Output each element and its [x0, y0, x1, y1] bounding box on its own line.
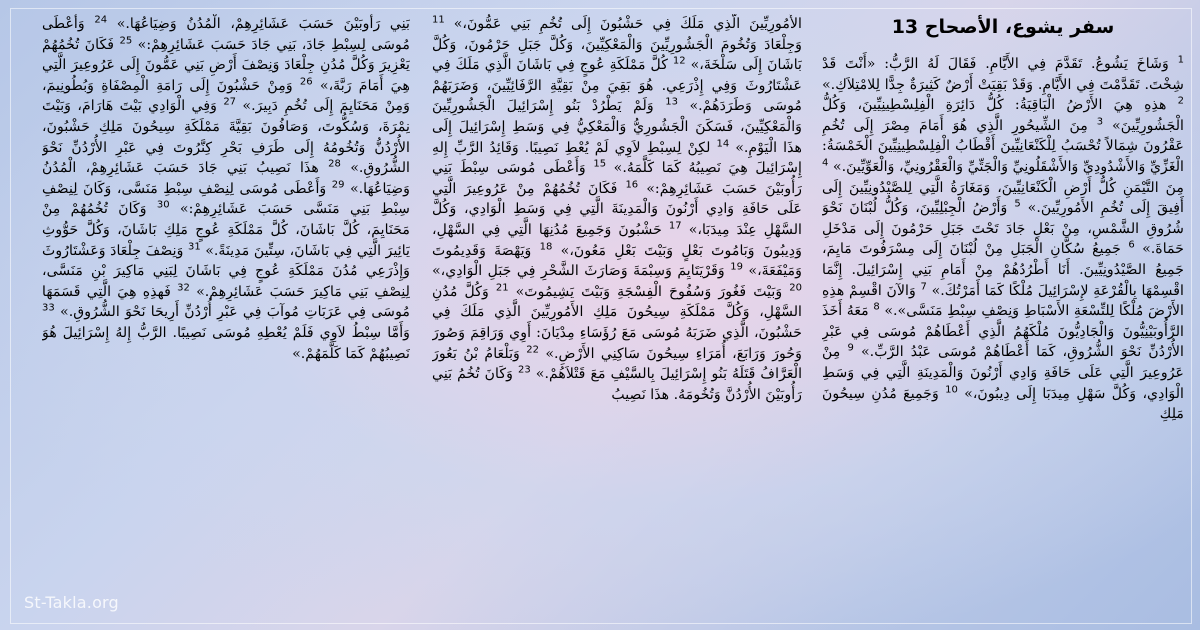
- verse-number: 22: [526, 343, 539, 355]
- verse-text: هذَا نَصِيبُ بَنِي جَادَ حَسَبَ عَشَائِرِهِمْ، الْمُدُنُ وَضِيَاعُهَا.»: [42, 160, 410, 197]
- verse-number: 6: [1128, 239, 1135, 251]
- verse-text: وَأَعْطَى مُوسَى لِسِبْطِ جَادَ، بَنِي جَادَ حَسَبَ عَشَائِرِهِمْ:»: [42, 16, 410, 53]
- verse-number: 10: [945, 383, 958, 395]
- verse-text: وَنِصْفَ جِلْعَادَ وَعَشْتَارُوثَ وَإِذْرَعِي مُدُنَ مَمْلَكَةِ عُوجٍ فِي بَاشَانَ لِبَنِي مَاكِيرَ بْنِ مَنَسَّى، لِنِصْفِ بَنِي مَاكِيرَ حَسَبَ عَشَائِرِهِمْ.»: [42, 242, 410, 300]
- verse-text: مَعَهُ أَخَذَ الرَّأُوبَيْنِيُّونَ وَالْجَادِيُّونَ مُلْكَهُمُ الَّذِي أَعْطَاهُمْ مُوسَى فِي عَبْرِ الأُرْدُنِّ نَحْوَ الشُّرُوقِ، كَمَا أَعْطَاهُمْ مُوسَى عَبْدُ الرَّبِّ.»: [822, 303, 1184, 361]
- verse-text: وَشَاخَ يَشُوعُ. تَقَدَّمَ فِي الأَيَّامِ. فَقَالَ لَهُ الرَّبُّ: «أَنْتَ قَدْ شِخْتَ. تَقَدَّمْتَ فِي الأَيَّامِ. وَقَدْ بَقِيَتْ أَرْضٌ كَثِيرَةٌ جِدًّا لِلامْتِلاَكِ.»: [822, 56, 1184, 93]
- verse-number: 27: [223, 96, 237, 108]
- text-column-1: [822, 14, 1184, 604]
- verse-number: 18: [539, 240, 553, 252]
- verse-text: مِنْ عَرُوعِيرَ الَّتِي عَلَى حَافَةِ وَادِي أَرْنُونَ وَالْمَدِينَةِ الَّتِي فِي وَسَطِ الْوَادِي، وَكُلَّ سَهْلِ مِيدَبَا إِلَى دِيبُونَ،»: [822, 344, 1184, 402]
- verse-text: وَأَعْطَى مُوسَى لِنِصْفِ سِبْطِ مَنَسَّى، وَكَانَ لِنِصْفِ سِبْطِ بَنِي مَنَسَّى حَسَبَ عَشَائِرِهِمْ:»: [42, 180, 410, 218]
- chapter-title: سفر يشوع، الأصحاح 13: [891, 16, 1115, 38]
- verse-text: وَكَانَ تُخُمُهُمْ مِنْ مَحَنَايِمَ، كُلَّ بَاشَانَ، كُلَّ مَمْلَكَةِ عُوجٍ مَلِكِ بَاشَانَ، وَكُلَّ حَوُّوثِ يَائِيرَ الَّتِي فِي بَاشَانَ، سِتِّينَ مَدِينَةً.»: [42, 201, 410, 259]
- verse-number: 4: [822, 157, 829, 169]
- verse-number: 26: [299, 76, 313, 88]
- verse-text: وَأَمَّا سِبْطُ لاَوِي فَلَمْ يُعْطِهِ مُوسَى نَصِيبًا. الرَّبُّ إِلهُ إِسْرَائِيلَ هُوَ نَصِيبُهُمْ كَمَا كَلَّمَهُمْ.»: [42, 324, 410, 362]
- verse-number: 9: [847, 342, 854, 354]
- verse-text: فَكَانَ تُخُمُهُمْ مِنْ عَرُوعِيرَ الَّتِي عَلَى حَافَةِ وَادِي أَرْنُونَ وَالْمَدِينَةَ الَّتِي فِي وَسَطِ الْوَادِي، وَكُلَّ السَّهْلِ عِنْدَ مِيدَبَا،»: [432, 180, 802, 238]
- verse-text: وَالآنَ اقْسِمْ هذِهِ الأَرْضَ مُلْكًا لِلتِّسْعَةِ الأَسْبَاطِ وَنِصْفِ سِبْطِ مَنَسَّى».»: [822, 282, 1184, 320]
- column-text: [432, 14, 802, 405]
- verse-number: 28: [328, 158, 341, 170]
- verse-text: مِنَ التَّيْمَنِ كُلُّ أَرْضِ الْكَنْعَانِيِّينَ، وَمَغَارَةُ الَّتِي لِلصَّيْدُونِيِّينَ إِلَى أَفِيقَ إِلَى تُخُمِ الأَمُورِيِّينَ.»: [822, 179, 1184, 217]
- verse-number: 5: [1014, 198, 1021, 210]
- column-text: [42, 14, 410, 514]
- verse-number: 15: [593, 158, 607, 170]
- verse-text: وَلَمْ يَطْرُدْ بَنُو إِسْرَائِيلَ الْجَشُورِيِّينَ وَالْمَعْكِيِّينَ، فَسَكَنَ الْجَشُورِيُّ وَالْمَعْكِيُّ فِي وَسَطِ إِسْرَائِيلَ إِلَى هذَا الْيَوْمِ.»: [432, 98, 802, 156]
- verse-text: الأَمُورِيِّينَ الَّذِي مَلَكَ فِي حَشْبُونَ إِلَى تُخُمِ بَنِي عَمُّونَ،»: [453, 16, 802, 32]
- verse-number: 24: [94, 14, 108, 26]
- verse-text: وَجَمِيعَ مُدُنِ سِيحُونَ مَلِكِ: [822, 385, 1184, 423]
- verse-text: وَمِنْ حَشْبُونَ إِلَى رَامَةِ الْمِصْفَاةِ وَبُطُونِيمَ، وَمِنْ مَحَنَايِمَ إِلَى تُخُمِ دَبِيرَ.»: [42, 77, 410, 115]
- verse-number: 25: [119, 34, 133, 46]
- verse-text: وَأَرْضُ الْجِبْلِيِّينَ، وَكُلُّ لُبْنَانَ نَحْوَ شُرُوقِ الشَّمْسِ، مِنْ بَعْلِ جَادَ تَحْتَ جَبَلِ حَرْمُونَ إِلَى مَدْخَلِ حَمَاةَ.»: [822, 200, 1184, 258]
- verse-text: وَجِلْعَادَ وَتُخُومَ الْجَشُورِيِّينَ وَالْمَعْكِيِّينَ، وَكُلَّ جَبَلِ حَرْمُونَ، وَكُلَّ بَاشَانَ إِلَى سَلْخَةَ،»: [432, 36, 802, 74]
- verse-number: 7: [920, 280, 927, 292]
- verse-number: 16: [625, 179, 639, 191]
- verse-number: 21: [495, 281, 509, 293]
- verse-text: كُلَّ مَمْلَكَةِ عُوجٍ فِي بَاشَانَ الَّذِي مَلَكَ فِي عَشْتَارُوثَ وَفِي إِذْرَعِي. هُوَ بَقِيَ مِنْ بَقِيَّةِ الرَّفَائِيِّينَ، وَضَرَبَهُمْ مُوسَى وَطَرَدَهُمْ.»: [432, 57, 802, 115]
- verse-text: وَبَلْعَامُ بْنُ بَعُورَ الْعَرَّافُ قَتَلَهُ بَنُو إِسْرَائِيلَ بِالسَّيْفِ مَعَ قَتْلاَهُمْ.»: [432, 345, 802, 383]
- site-watermark: St-Takla.org: [24, 593, 119, 612]
- verse-text: بَنِي رَأُوبَيْنَ حَسَبَ عَشَائِرِهِمْ، الْمُدُنُ وَضِيَاعُهَا.»: [116, 16, 410, 32]
- verse-text: جَمِيعُ سُكَّانِ الْجَبَلِ مِنْ لُبْنَانَ إِلَى مِسْرَفُوتَ مَايِمَ، جَمِيعُ الصَّيْدُونِيِّينَ. أَنَا أَطْرُدُهُمْ مِنْ أَمَامِ بَنِي إِسْرَائِيلَ. إِنَّمَا اقْسِمْهَا بِالْقُرْعَةِ لإِسْرَائِيلَ مُلْكًا كَمَا أَمَرْتُكَ.»: [822, 241, 1184, 299]
- verse-number: 11: [432, 14, 445, 26]
- verse-number: 8: [873, 301, 880, 313]
- verse-number: 32: [177, 281, 190, 293]
- verse-number: 14: [716, 137, 730, 149]
- verse-text: وَبَيْتَ فَغُورَ وَسُفُوحَ الْفِسْجَةِ وَبَيْتَ يَشِيمُوتَ»: [515, 283, 783, 300]
- verse-number: 30: [156, 199, 170, 211]
- verse-text: وَفِي الْوَادِي بَيْتَ هَارَامَ، وَبَيْتَ نِمْرَةَ، وَسُكُّوتَ، وَصَافُونَ بَقِيَّةَ مَمْلَكَةِ سِيحُونَ مَلِكِ حَشْبُونَ، الأُرْدُنُّ وَتُخُومُهُ إِلَى طَرَفِ بَحْرِ كِنَّرُوتَ فِي عَبْرِ الأُرْدُنِّ نَحْوَ الشُّرُوقِ.»: [42, 98, 410, 177]
- verse-number: 2: [1177, 95, 1184, 107]
- text-column-3: [42, 14, 410, 604]
- verse-text: هذِهِ هِيَ الأَرْضُ الْبَاقِيَةُ: كُلُّ دَائِرَةِ الْفِلِسْطِينِيِّينَ، وَكُلُّ الْجَشُورِيِّينَ»: [822, 97, 1184, 134]
- verse-text: حَشْبُونَ وَجَمِيعَ مُدُنِهَا الَّتِي فِي السَّهْلِ، وَدِيبُونَ وَبَامُوتَ بَعْلٍ وَبَيْتَ بَعْلِ مَعُونَ،»: [432, 221, 802, 259]
- verse-number: 19: [730, 261, 743, 273]
- verse-number: 23: [518, 364, 531, 376]
- verse-text: وَكُلَّ مُدُنِ السَّهْلِ، وَكُلَّ مَمْلَكَةِ سِيحُونَ مَلِكِ الأَمُورِيِّينَ الَّذِي مَلَكَ فِي حَشْبُونَ، الَّذِي ضَرَبَهُ مُوسَى مَعَ رُؤَسَاءِ مِدْيَانَ: أَوِي وَرَاقِمَ وَصُورَ وَحُورَ وَرَابَعَ، أُمَرَاءِ سِيحُونَ سَاكِنِي الأَرْضِ.»: [432, 283, 802, 362]
- verse-text: وَقَرْيَتَايِمَ وَسِبْمَةَ وَصَارَثَ الشَّحْرِ فِي جَبَلِ الْوَادِي،»: [432, 263, 725, 280]
- column-text: [822, 54, 1184, 425]
- verse-text: وَيَهْصَةَ وَقَدِيمُوتَ وَمَيْفَعَةَ،»: [432, 242, 802, 280]
- text-column-2: [432, 14, 802, 604]
- verse-text: وَكَانَ تُخُمُ بَنِي رَأُوبَيْنَ الأُرْدُنَّ وَتُخُومَهُ. هذَا نَصِيبُ: [432, 366, 802, 403]
- verse-text: فَهذِهِ هِيَ الَّتِي قَسَمَهَا مُوسَى فِي عَرَبَاتِ مُوآبَ فِي عَبْرِ أُرْدُنِّ أَرِيحَا نَحْوَ الشُّرُوقِ.»: [42, 283, 410, 321]
- verse-number: 12: [672, 55, 686, 67]
- verse-number: 31: [187, 240, 201, 252]
- verse-number: 3: [1096, 116, 1104, 128]
- verse-number: 29: [331, 179, 345, 191]
- verse-text: فَكَانَ تُخُمُهُمْ يَعْزِيرَ وَكُلَّ مُدُنِ جِلْعَادَ وَنِصْفَ أَرْضِ بَنِي عَمُّونَ إِلَى عَرُوعِيرَ الَّتِي هِيَ أَمَامَ رَبَّةَ،»: [42, 36, 410, 94]
- verse-text: لكِنْ لِسِبْطِ لاَوِي لَمْ يُعْطِ نَصِيبًا. وَقَائِدُ الرَّبِّ إِلهِ إِسْرَائِيلَ هِيَ نَصِيبُهُ كَمَا كَلَّمَهُ.»: [432, 139, 802, 177]
- verse-number: 17: [668, 220, 682, 232]
- verse-text: وَأَعْطَى مُوسَى سِبْطَ بَنِي رَأُوبَيْنَ حَسَبَ عَشَائِرِهِمْ:»: [432, 160, 802, 197]
- verse-number: 33: [42, 302, 55, 314]
- verse-number: 13: [665, 96, 678, 108]
- verse-number: 20: [789, 281, 802, 293]
- verse-number: 1: [1177, 54, 1184, 66]
- verse-text: مِنَ الشِّيحُورِ الَّذِي هُوَ أَمَامَ مِصْرَ إِلَى تُخُمِ عَقْرُونَ شِمَالاً تُحْسَبُ لِلْكَنْعَانِيِّينَ أَقْطَابُ الْفِلِسْطِينِيِّينَ الْخَمْسَةُ: الْغَزِّيِّ وَالأَشْدُودِيِّ وَالأَشْقَلُونِيِّ وَالْجَتِّيِّ وَالْعَقْرُونِيِّ، وَالْعَوِّيِّينَ.»: [822, 117, 1184, 175]
